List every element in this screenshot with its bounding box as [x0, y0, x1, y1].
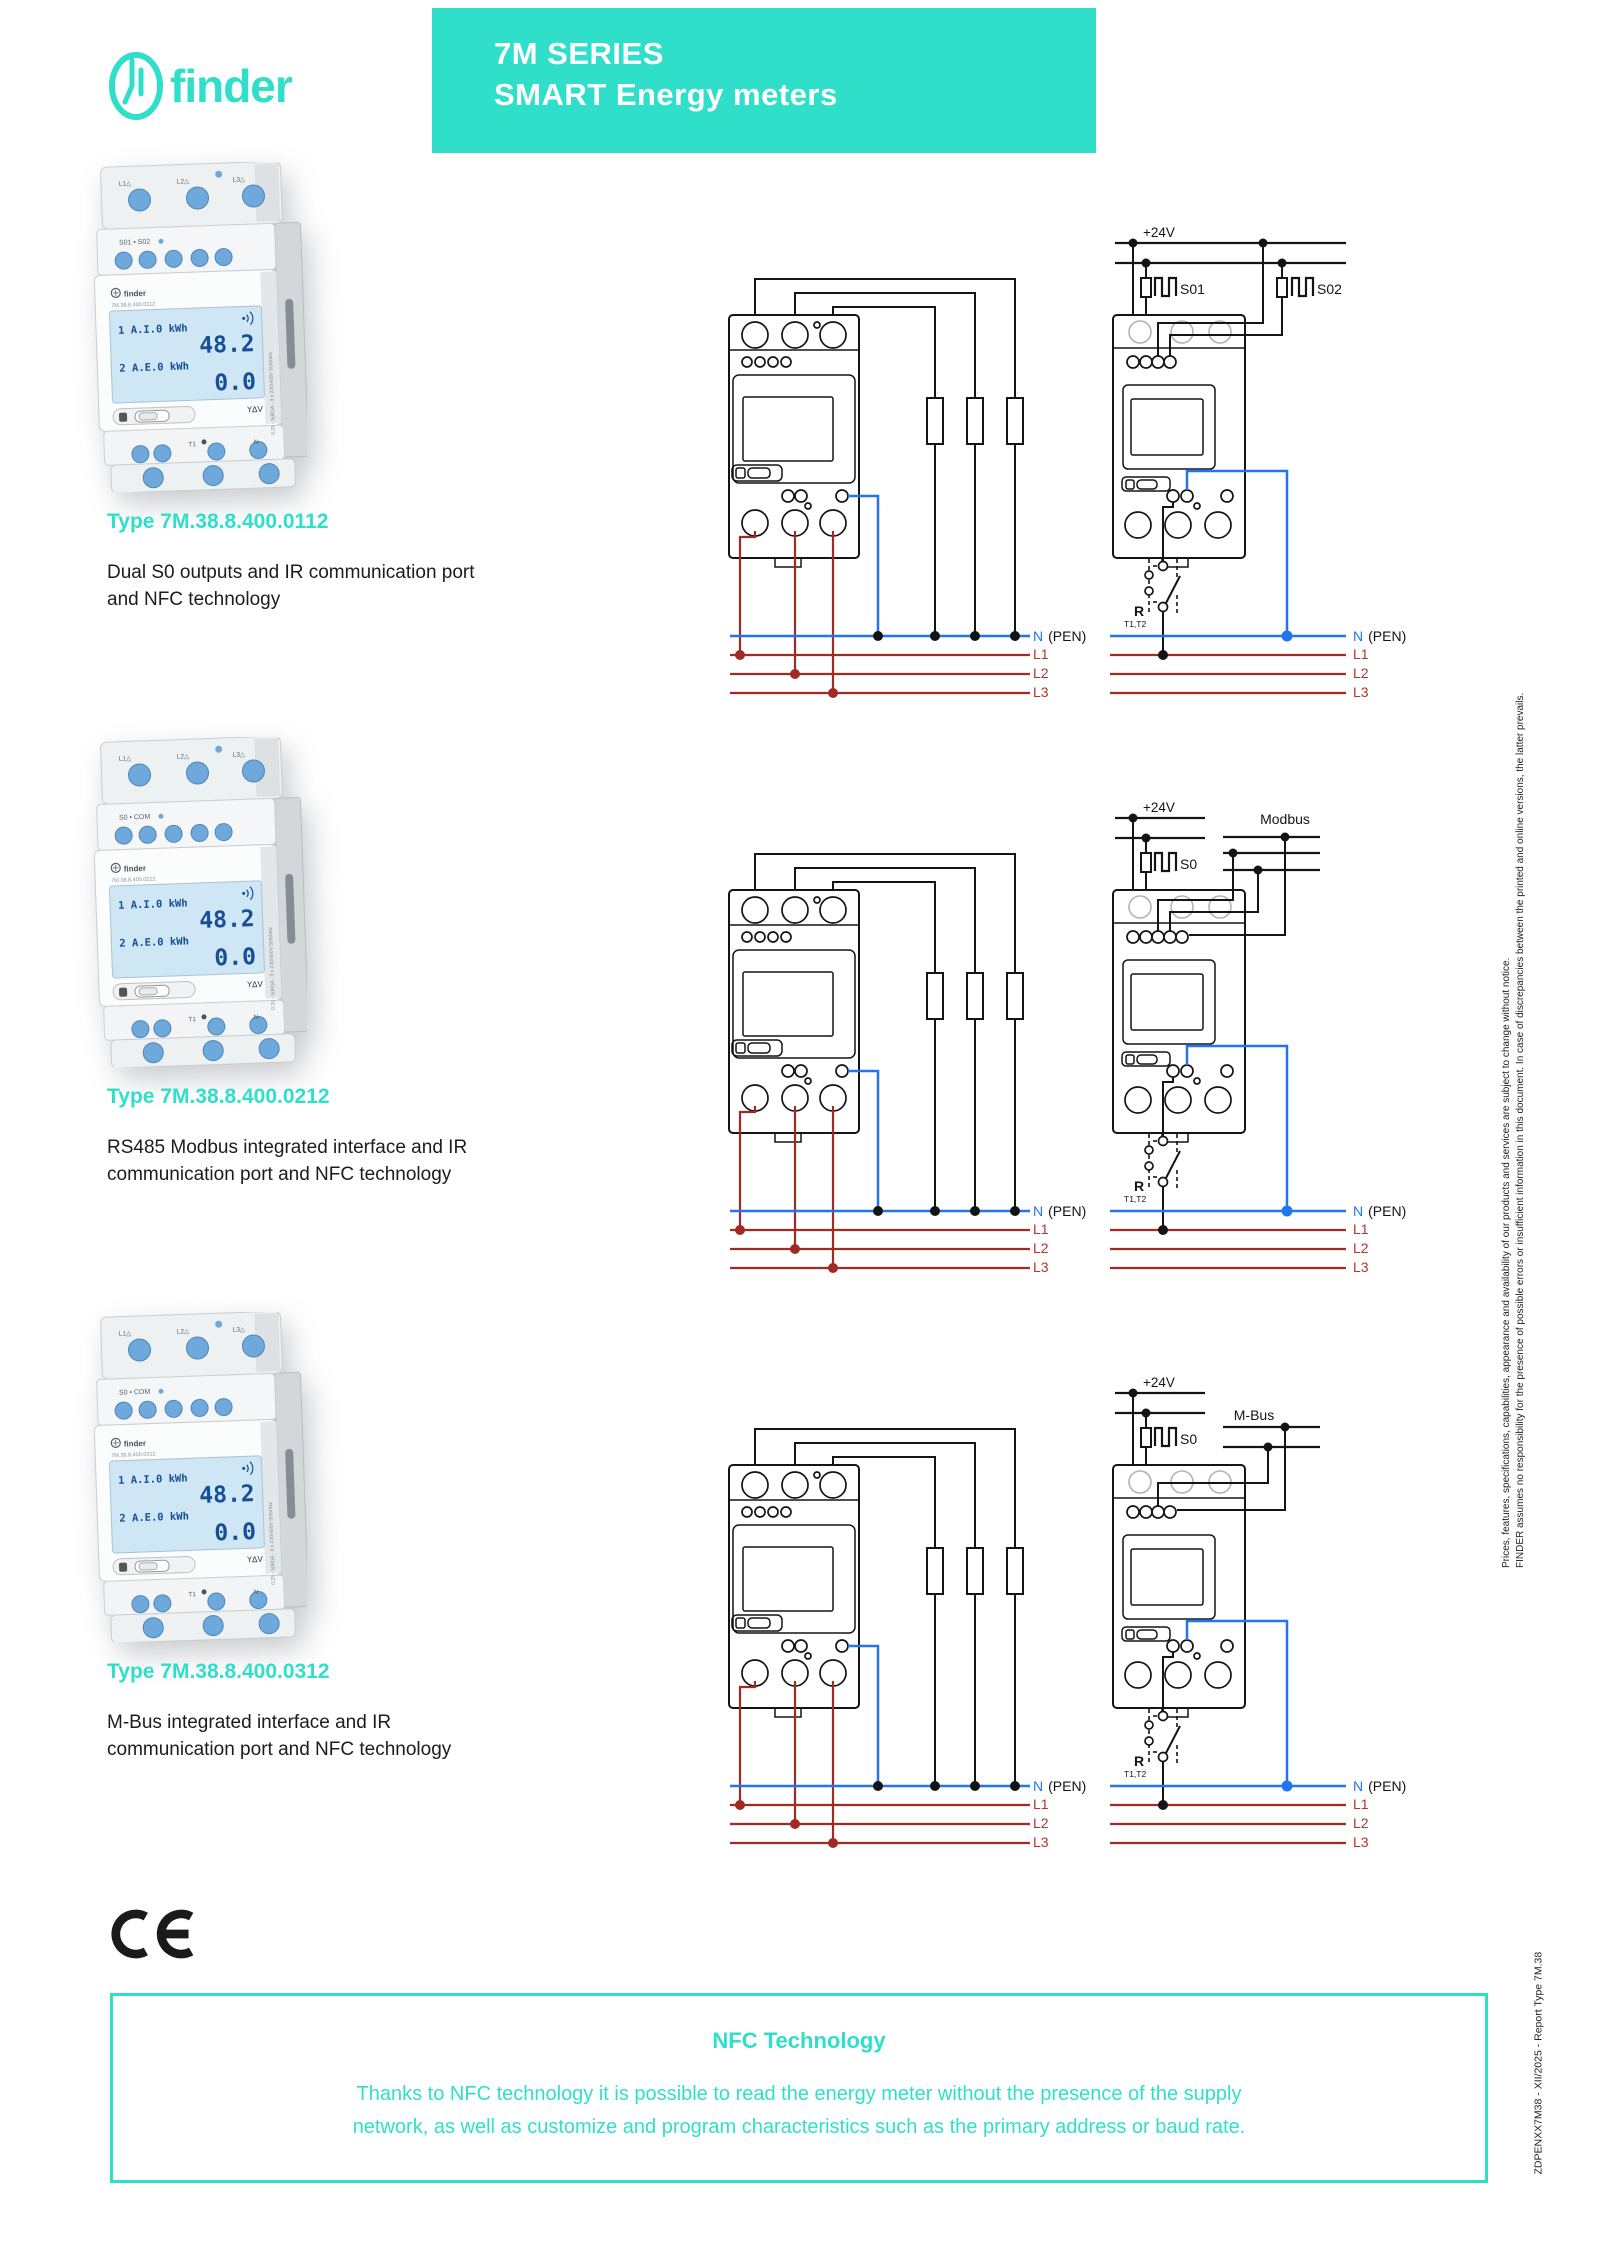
product-section-0112 [0, 160, 1600, 735]
product-photo [92, 162, 307, 492]
finder-logo [106, 46, 356, 126]
s01-label: S01 [1180, 281, 1205, 297]
pen-label: (PEN) [1048, 1778, 1087, 1794]
photo-network-symbols: Y∆V [247, 979, 264, 990]
photo-phase-label: L3△ [232, 176, 246, 184]
l2-label: L2 [1033, 665, 1049, 681]
wiring-diagram-modbus [1090, 760, 1510, 1280]
ce-mark [110, 1903, 206, 1965]
wiring-diagram-direct-connection [700, 185, 1100, 705]
photo-ratings: 0.25 - 5(80)A · 3 x 230/400V 50/60Hz [267, 1501, 277, 1585]
photo-t1-label: T1 [188, 1591, 197, 1599]
l3-label: L3 [1033, 684, 1049, 700]
lcd-line2-label: 2 A.E.0 kWh [119, 1510, 190, 1525]
modbus-label: Modbus [1260, 811, 1310, 827]
photo-ratings: 0.25 - 5(80)A · 3 x 230/400V 50/60Hz [267, 351, 277, 435]
photo-phase-label: L1△ [118, 755, 132, 763]
photo-phase-label: L2△ [176, 178, 190, 186]
neutral-label: N [1033, 628, 1044, 644]
photo-brand: finder [123, 288, 147, 299]
svg-text:N(PEN) [1353, 1778, 1406, 1794]
photo-model: 7M.38.8.400.0212 [111, 876, 156, 885]
document-code-vertical: ZDPENXX7M38 - XII/2025 - Report Type 7M.38 [1532, 1951, 1545, 2175]
product-section-0312 [0, 1310, 1600, 1885]
legal-disclaimer-vertical [1500, 578, 1530, 1568]
banner-series: 7M SERIES [494, 36, 664, 71]
neutral-label: N [1353, 628, 1364, 644]
product-type-label: Type 7M.38.8.400.0212 [107, 1085, 330, 1108]
lcd-line1-value: 48.2 [198, 331, 256, 359]
photo-phase-label: L1△ [118, 180, 132, 188]
l1-label: L1 [1353, 1221, 1369, 1237]
pen-label: (PEN) [1048, 628, 1087, 644]
l1-label: L1 [1033, 646, 1049, 662]
wiring-diagram-s0-outputs [1090, 185, 1510, 705]
product-description: M-Bus integrated interface and IR communication port and NFC technology [107, 1712, 452, 1760]
svg-text:N(PEN) [1033, 1203, 1086, 1219]
product-description: Dual S0 outputs and IR communication port and NFC technology [107, 562, 475, 610]
l1-label: L1 [1353, 646, 1369, 662]
s0-label: S0 [1180, 856, 1198, 872]
photo-port-labels: S0 • COM [118, 813, 151, 822]
product-photo [92, 737, 307, 1067]
disclaimer-line-1: Prices, features, specifications, capabilities, appearance and availability of our products and services are subject to change without notice. [1501, 957, 1512, 1568]
photo-ratings: 0.25 - 5(80)A · 3 x 230/400V 50/60Hz [267, 926, 277, 1010]
photo-brand: finder [123, 863, 147, 874]
product-photo [92, 1312, 307, 1642]
supply-voltage-label: +24V [1143, 1375, 1175, 1390]
series-banner [432, 8, 1096, 153]
photo-n-label: N [253, 1588, 259, 1597]
nfc-technology-box [110, 1993, 1488, 2183]
svg-text:N(PEN) [1353, 1203, 1406, 1219]
lcd-line1-label: 1 A.I.0 kWh [117, 322, 188, 337]
product-section-0212 [0, 735, 1600, 1310]
photo-phase-label: L3△ [232, 1326, 246, 1334]
photo-model: 7M.38.8.400.0312 [111, 1451, 156, 1460]
pen-label: (PEN) [1368, 628, 1407, 644]
s02-label: S02 [1317, 281, 1342, 297]
l1-label: L1 [1033, 1796, 1049, 1812]
lcd-line1-label: 1 A.I.0 kWh [117, 897, 188, 912]
l2-label: L2 [1033, 1815, 1049, 1831]
svg-text:N(PEN) [1033, 628, 1086, 644]
tariff-relay-label: R [1134, 1178, 1145, 1194]
photo-phase-label: L3△ [232, 751, 246, 759]
nfc-title: NFC Technology [712, 2028, 886, 2053]
lcd-line2-value: 0.0 [213, 1519, 257, 1547]
banner-subtitle: SMART Energy meters [494, 77, 838, 112]
photo-port-labels: S01 • S02 [118, 238, 151, 247]
photo-phase-label: L1△ [118, 1330, 132, 1338]
l3-label: L3 [1353, 684, 1369, 700]
mbus-label: M-Bus [1233, 1407, 1275, 1423]
l3-label: L3 [1033, 1834, 1049, 1850]
lcd-line2-label: 2 A.E.0 kWh [119, 935, 190, 950]
nfc-body: Thanks to NFC technology it is possible to read the energy meter without the presence of the supply network, as well as customize and program characteristics such as the primary address or baud rate. [352, 2083, 1246, 2138]
pen-label: (PEN) [1368, 1778, 1407, 1794]
photo-brand: finder [123, 1438, 147, 1449]
wiring-diagram-mbus [1090, 1335, 1510, 1855]
l3-label: L3 [1353, 1834, 1369, 1850]
tariff-relay-label: R [1134, 1753, 1145, 1769]
l3-label: L3 [1033, 1259, 1049, 1275]
lcd-line1-value: 48.2 [198, 906, 256, 934]
l1-label: L1 [1353, 1796, 1369, 1812]
product-type-label: Type 7M.38.8.400.0312 [107, 1660, 330, 1683]
photo-network-symbols: Y∆V [247, 1554, 264, 1565]
lcd-line1-label: 1 A.I.0 kWh [117, 1472, 188, 1487]
neutral-label: N [1353, 1778, 1364, 1794]
pen-label: (PEN) [1368, 1203, 1407, 1219]
wiring-diagram-direct-connection [700, 1335, 1100, 1855]
lcd-line2-value: 0.0 [213, 369, 257, 397]
photo-phase-label: L2△ [176, 753, 190, 761]
supply-voltage-label: +24V [1143, 225, 1175, 240]
photo-port-labels: S0 • COM [118, 1388, 151, 1397]
lcd-line2-label: 2 A.E.0 kWh [119, 360, 190, 375]
s0-label: S0 [1180, 1431, 1198, 1447]
svg-text:N(PEN) [1033, 1778, 1086, 1794]
product-description: RS485 Modbus integrated interface and IR communication port and NFC technology [107, 1137, 468, 1185]
photo-n-label: N [253, 438, 259, 447]
supply-voltage-label: +24V [1143, 800, 1175, 815]
lcd-line1-value: 48.2 [198, 1481, 256, 1509]
disclaimer-line-2: FINDER assumes no responsibility for the presence of possible errors or insufficient information in this document. In case of discrepancies between the printed and online versions, the latter prevails. [1514, 692, 1526, 1568]
neutral-label: N [1353, 1203, 1364, 1219]
l1-label: L1 [1033, 1221, 1049, 1237]
tariff-relay-label: R [1134, 603, 1145, 619]
photo-t1-label: T1 [188, 441, 197, 449]
logo-text: finder [170, 60, 292, 112]
product-type-label: Type 7M.38.8.400.0112 [107, 510, 329, 533]
l2-label: L2 [1353, 1240, 1369, 1256]
lcd-line2-value: 0.0 [213, 944, 257, 972]
neutral-label: N [1033, 1203, 1044, 1219]
photo-model: 7M.38.8.400.0112 [111, 301, 156, 310]
l3-label: L3 [1353, 1259, 1369, 1275]
photo-t1-label: T1 [188, 1016, 197, 1024]
tariff-terminals-label: T1,T2 [1124, 619, 1147, 629]
l2-label: L2 [1033, 1240, 1049, 1256]
l2-label: L2 [1353, 665, 1369, 681]
svg-text:N(PEN) [1353, 628, 1406, 644]
photo-phase-label: L2△ [176, 1328, 190, 1336]
tariff-terminals-label: T1,T2 [1124, 1769, 1147, 1779]
wiring-diagram-direct-connection [700, 760, 1100, 1280]
tariff-terminals-label: T1,T2 [1124, 1194, 1147, 1204]
neutral-label: N [1033, 1778, 1044, 1794]
photo-network-symbols: Y∆V [247, 404, 264, 415]
photo-n-label: N [253, 1013, 259, 1022]
l2-label: L2 [1353, 1815, 1369, 1831]
pen-label: (PEN) [1048, 1203, 1087, 1219]
